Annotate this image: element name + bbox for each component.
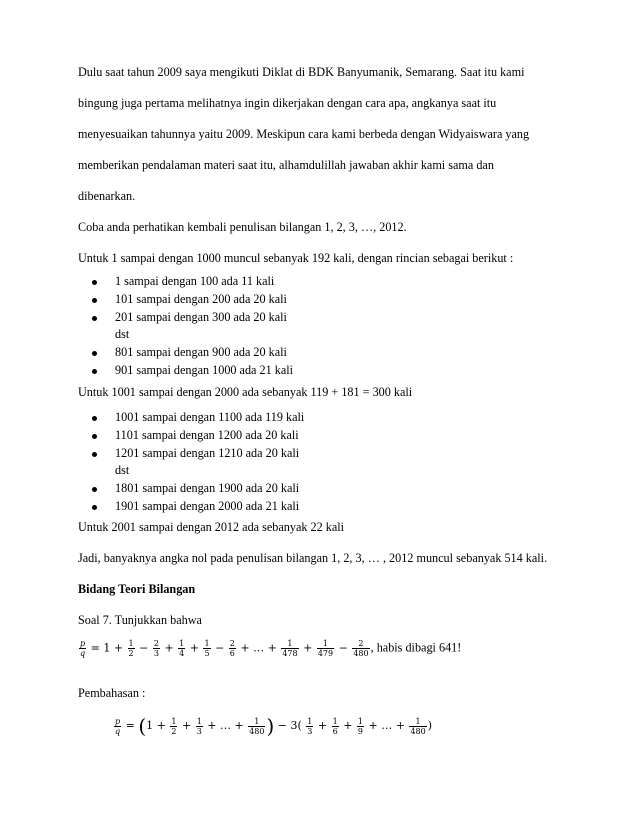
bullet-icon [92, 452, 97, 457]
list-item: 801 sampai dengan 900 ada 20 kali [115, 345, 287, 359]
paragraph: Jadi, banyaknya angka nol pada penulisan bilangan 1, 2, 3, … , 2012 muncul sebanyak 514 kali. [78, 551, 548, 565]
list-item: 1801 sampai dengan 1900 ada 20 kali [115, 481, 300, 495]
list-item: 1201 sampai dengan 1210 ada 20 kali [115, 446, 300, 460]
paragraph: Untuk 2001 sampai dengan 2012 ada sebanyak 22 kali [78, 520, 345, 534]
paragraph-line: memberikan pendalaman materi saat itu, alhamdulillah jawaban akhir kami sama dan [78, 158, 494, 172]
list-item: 901 sampai dengan 1000 ada 21 kali [115, 363, 294, 377]
bullet-icon [92, 487, 97, 492]
solution-label: Pembahasan : [78, 686, 146, 700]
bullet-icon [92, 351, 97, 356]
bullet-icon [92, 369, 97, 374]
equation-2: $\frac{p}{q}$ = (1 + $\frac{1}{2}$ + $\frac{1}{3}$ + … + $\frac{1}{480}$ ) − 3( $\frac{1}{3}$ + $\frac{1}{6}$ + $\frac{1}{9}$ + … + $\frac{1}{480}$ ) [115, 714, 433, 738]
paragraph: Coba anda perhatikan kembali penulisan bilangan 1, 2, 3, …, 2012. [78, 220, 407, 234]
paragraph-line: dibenarkan. [78, 189, 136, 203]
equation-1: $\frac{p}{q}$ = 1 + $\frac{1}{2}$ − $\frac{2}{3}$ + $\frac{1}{4}$ + $\frac{1}{5}$ − $\frac{2}{6}$ + … + $\frac{1}{478}$ + $\frac{1}{479}$ − $\frac{2}{480}$ , habis dibagi 641! [80, 639, 462, 658]
paragraph-line: bingung juga pertama melihatnya ingin dikerjakan dengan cara apa, angkanya saat itu [78, 96, 497, 110]
list-item: 101 sampai dengan 200 ada 20 kali [115, 292, 287, 306]
bullet-icon [92, 416, 97, 421]
list-item: 1901 sampai dengan 2000 ada 21 kali [115, 499, 300, 513]
list-item: 1 sampai dengan 100 ada 11 kali [115, 274, 275, 288]
paragraph-line: menyesuaikan tahunnya yaitu 2009. Meskipun cara kami berbeda dengan Widyaiswara yang [78, 127, 530, 141]
paragraph: Untuk 1 sampai dengan 1000 muncul sebanyak 192 kali, dengan rincian sebagai berikut : [78, 251, 514, 265]
bullet-icon [92, 316, 97, 321]
bullet-icon [92, 298, 97, 303]
bullet-icon [92, 505, 97, 510]
bullet-icon [92, 280, 97, 285]
section-heading: Bidang Teori Bilangan [78, 582, 196, 596]
problem-statement: Soal 7. Tunjukkan bahwa [78, 613, 202, 627]
paragraph: Untuk 1001 sampai dengan 2000 ada sebanyak 119 + 181 = 300 kali [78, 385, 413, 399]
list-item: dst [115, 463, 130, 477]
list-item: 1001 sampai dengan 1100 ada 119 kali [115, 410, 305, 424]
equation-suffix: , habis dibagi 641! [370, 640, 462, 655]
paragraph-line: Dulu saat tahun 2009 saya mengikuti Diklat di BDK Banyumanik, Semarang. Saat itu kami [78, 65, 525, 79]
list-item: 1101 sampai dengan 1200 ada 20 kali [115, 428, 299, 442]
list-item: 201 sampai dengan 300 ada 20 kali [115, 310, 287, 324]
bullet-icon [92, 434, 97, 439]
list-item: dst [115, 327, 130, 341]
